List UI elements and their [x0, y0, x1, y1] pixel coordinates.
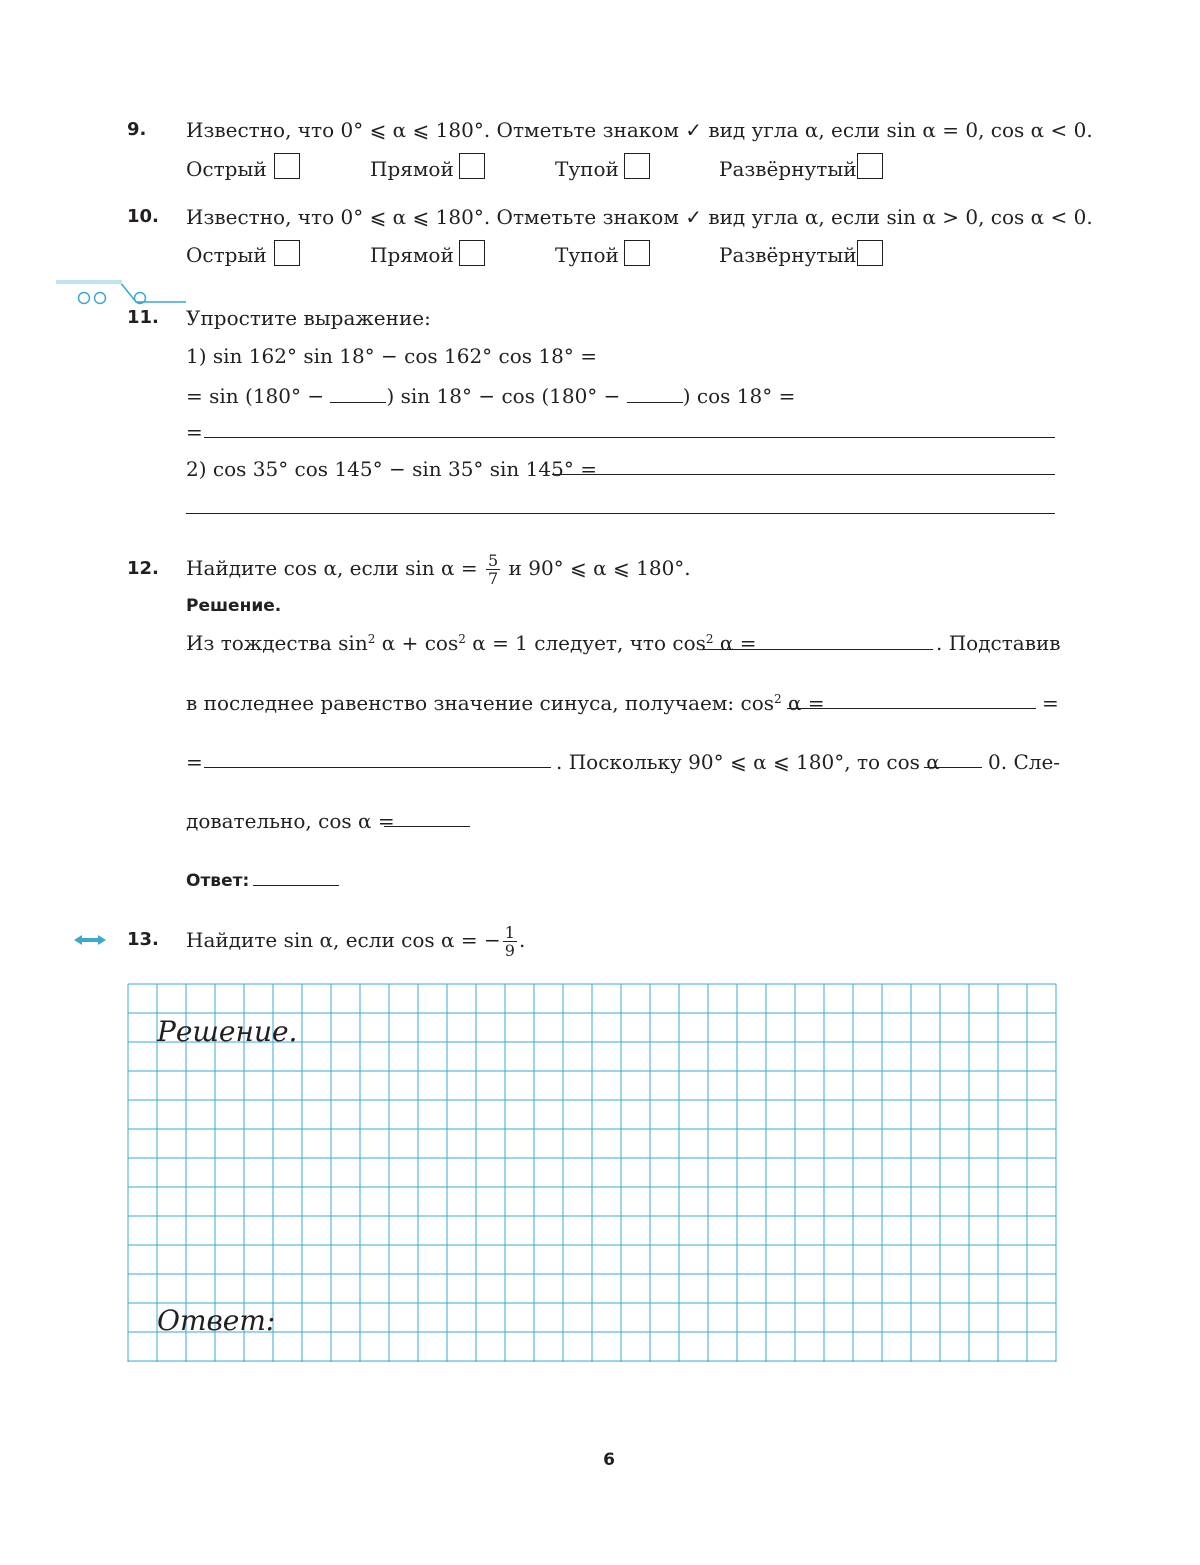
task-10-option-label: Прямой — [370, 243, 454, 267]
task-10-text: Известно, что 0° ⩽ α ⩽ 180°. Отметьте знаком ✓ вид угла α, если sin α > 0, cos α < 0. — [186, 205, 1093, 229]
task-12-fraction — [486, 552, 500, 587]
task-12-answer-blank[interactable] — [253, 885, 339, 886]
task-10-option-label: Развёрнутый — [719, 243, 857, 267]
task-12-number: 12. — [127, 558, 159, 579]
task-12-prompt — [186, 547, 691, 589]
task-11-line-1: 1) sin 162° sin 18° − cos 162° cos 18° = — [186, 344, 597, 368]
task-13-prompt — [186, 919, 525, 961]
task-11-blank-2[interactable] — [627, 382, 683, 403]
task-12-solution-line-2 — [186, 691, 825, 715]
task-11-line-2 — [186, 382, 795, 408]
task-13-prompt-part-a: Найдите sin α, если cos α = − — [186, 928, 501, 952]
text-fragment: α = 1 следует, что cos — [472, 631, 706, 655]
task-11-answer-line-2[interactable] — [552, 474, 1055, 475]
fraction-numerator: 1 — [504, 923, 515, 942]
double-arrow-icon — [74, 934, 106, 946]
grid-solution-label: Решение. — [157, 1015, 298, 1048]
task-12-blank-substitution[interactable] — [787, 708, 1036, 709]
task-13-fraction — [503, 924, 517, 959]
superscript: 2 — [774, 692, 782, 706]
task-12-blank-cos2[interactable] — [702, 649, 933, 650]
task-12-prompt-part-a: Найдите cos α, если sin α = — [186, 556, 478, 580]
page-number: 6 — [603, 1450, 615, 1470]
text-fragment: α = — [788, 691, 825, 715]
task-10-number: 10. — [127, 206, 159, 227]
task-12-blank-sign[interactable] — [924, 767, 982, 768]
text-fragment: Из тождества sin — [186, 631, 368, 655]
task-11-line-2-part-b: ) sin 18° − cos (180° − — [386, 384, 621, 408]
task-12-solution-line-4: довательно, cos α = — [186, 809, 395, 833]
task-12-solution-line-2-end: = — [1042, 691, 1059, 715]
task-13-number: 13. — [127, 929, 159, 950]
task-12-solution-line-1-end: . Подставив — [936, 631, 1061, 655]
task-12-solution-line-3-start: = — [186, 750, 203, 774]
task-10-option-label: Тупой — [555, 243, 619, 267]
task-11-blank-1[interactable] — [330, 382, 386, 403]
task-9-option-label: Прямой — [370, 157, 454, 181]
difficulty-level-icon — [56, 280, 188, 308]
task-10-checkbox-acute[interactable] — [274, 240, 300, 266]
task-12-solution-line-1 — [186, 631, 757, 655]
fraction-denominator: 9 — [504, 941, 515, 960]
task-12-blank-value[interactable] — [204, 767, 551, 768]
task-11-number: 11. — [127, 307, 159, 328]
task-10-checkbox-right[interactable] — [459, 240, 485, 266]
task-9-option-label: Тупой — [555, 157, 619, 181]
task-9-text: Известно, что 0° ⩽ α ⩽ 180°. Отметьте знаком ✓ вид угла α, если sin α = 0, cos α < 0. — [186, 118, 1093, 142]
task-11-answer-line-1[interactable] — [204, 437, 1055, 438]
task-9-option-label: Острый — [186, 157, 267, 181]
task-12-answer-label: Ответ: — [186, 871, 250, 891]
task-12-prompt-part-b: и 90° ⩽ α ⩽ 180°. — [508, 556, 691, 580]
task-9-checkbox-straight[interactable] — [857, 153, 883, 179]
superscript: 2 — [367, 632, 376, 646]
task-11-title: Упростите выражение: — [186, 306, 431, 330]
task-9-number: 9. — [127, 119, 147, 140]
task-11-line-2-part-a: = sin (180° − — [186, 384, 325, 408]
task-12-blank-cos[interactable] — [384, 826, 470, 827]
task-11-line-4: 2) cos 35° cos 145° − sin 35° sin 145° = — [186, 457, 597, 481]
task-12-solution-line-3-end: 0. Сле- — [988, 750, 1061, 774]
task-11-answer-line-3[interactable] — [186, 513, 1055, 514]
task-12-solution-line-3-mid: . Поскольку 90° ⩽ α ⩽ 180°, то cos α — [556, 750, 940, 774]
task-10-checkbox-obtuse[interactable] — [624, 240, 650, 266]
task-12-solution-label: Решение. — [186, 596, 282, 616]
task-9-option-label: Развёрнутый — [719, 157, 857, 181]
task-9-checkbox-right[interactable] — [459, 153, 485, 179]
task-9-checkbox-acute[interactable] — [274, 153, 300, 179]
fraction-numerator: 5 — [488, 551, 499, 570]
text-fragment: в последнее равенство значение синуса, получаем: cos — [186, 691, 775, 715]
text-fragment: α = — [719, 631, 757, 655]
text-fragment: α + cos — [381, 631, 459, 655]
superscript: 2 — [458, 632, 466, 646]
task-11-line-2-part-c: ) cos 18° = — [682, 384, 796, 408]
task-10-checkbox-straight[interactable] — [857, 240, 883, 266]
grid-answer-label: Ответ: — [157, 1304, 276, 1337]
task-9-checkbox-obtuse[interactable] — [624, 153, 650, 179]
task-11-line-3-label: = — [186, 420, 203, 444]
superscript: 2 — [705, 632, 714, 646]
task-10-option-label: Острый — [186, 243, 267, 267]
fraction-denominator: 7 — [488, 569, 499, 588]
task-13-prompt-part-b: . — [518, 928, 526, 952]
